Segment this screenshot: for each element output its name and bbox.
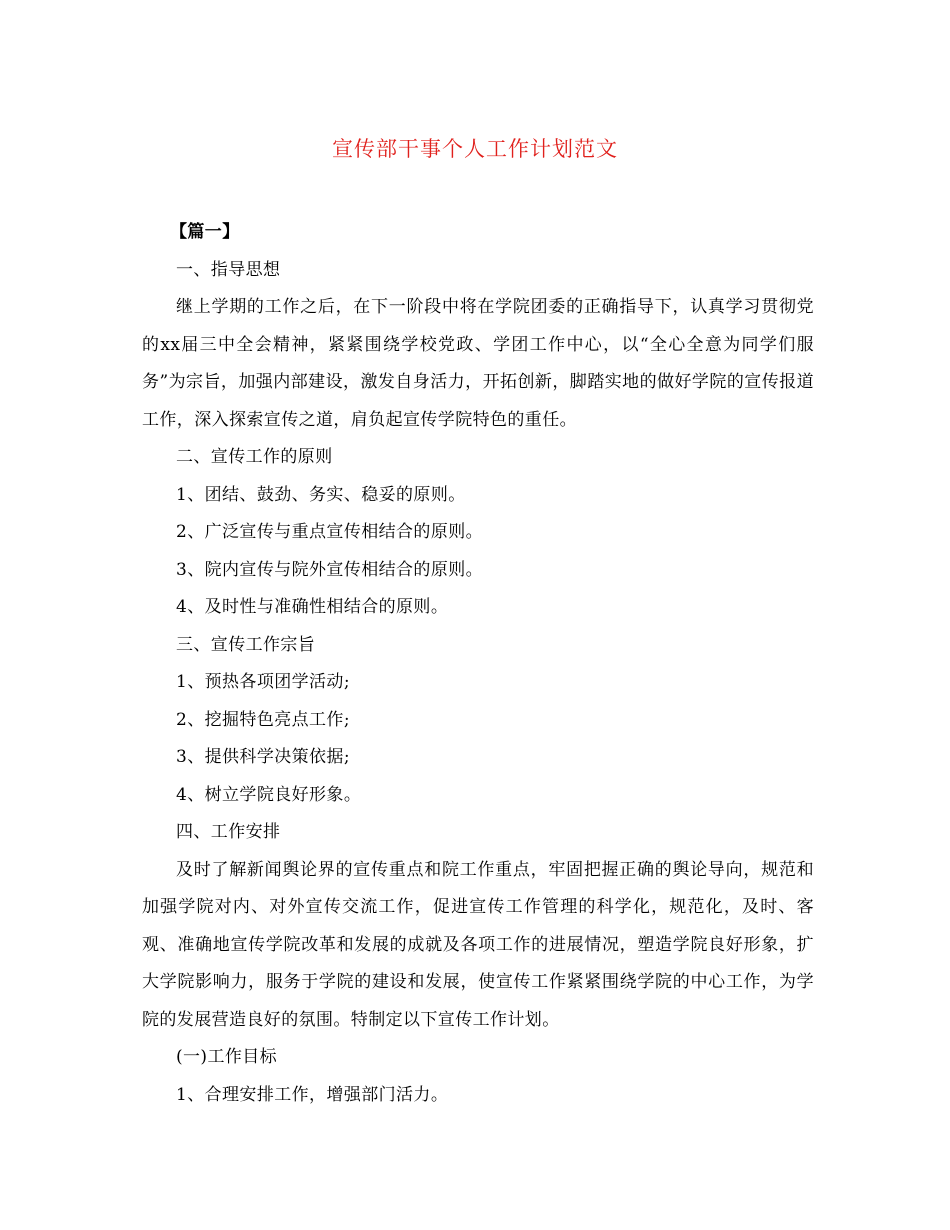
document-body bbox=[142, 214, 814, 1114]
paragraph-arrangement: 及时了解新闻舆论界的宣传重点和院工作重点，牢固把握正确的舆论导向，规范和加强学院对内、对外宣传交流工作，促进宣传工作管理的科学化，规范化，及时、客观、准确地宣传学院改革和发展的成就及各项工作的进展情况，塑造学院良好形象，扩大学院影响力，服务于学院的建设和发展，使宣传工作紧紧围绕学院的中心工作，为学院的发展营造良好的氛围。特制定以下宣传工作计划。 bbox=[142, 859, 814, 1030]
list-item: 2、挖掘特色亮点工作; bbox=[176, 709, 350, 730]
heading-arrangement: 四、工作安排 bbox=[176, 822, 281, 842]
paragraph-guiding-thought: 继上学期的工作之后，在下一阶段中将在学院团委的正确指导下，认真学习贯彻党的xx届三中全会精神，紧紧围绕学校党政、学团工作中心，以“全心全意为同学们服务”为宗旨，加强内部建设，激发自身活力，开拓创新，脚踏实地的做好学院的宣传报道工作，深入探索宣传之道，肩负起宣传学院特色的重任。 bbox=[142, 297, 814, 430]
document-title: 宣传部干事个人工作计划范文 bbox=[332, 137, 618, 161]
list-item: 3、提供科学决策依据; bbox=[176, 747, 350, 767]
section-tag: 【篇一】 bbox=[170, 222, 240, 242]
heading-work-goals: (一)工作目标 bbox=[176, 1047, 278, 1067]
list-item: 4、及时性与准确性相结合的原则。 bbox=[176, 597, 449, 617]
list-item: 2、广泛宣传与重点宣传相结合的原则。 bbox=[176, 522, 484, 542]
heading-purpose: 三、宣传工作宗旨 bbox=[176, 634, 316, 655]
list-item: 1、合理安排工作，增强部门活力。 bbox=[176, 1084, 449, 1105]
list-item: 3、院内宣传与院外宣传相结合的原则。 bbox=[176, 559, 484, 580]
list-item: 1、预热各项团学活动; bbox=[176, 672, 350, 692]
heading-principles: 二、宣传工作的原则 bbox=[176, 447, 333, 467]
heading-guiding-thought: 一、指导思想 bbox=[176, 259, 281, 280]
list-item: 1、团结、鼓劲、务实、稳妥的原则。 bbox=[176, 484, 466, 505]
list-item: 4、树立学院良好形象。 bbox=[176, 784, 362, 805]
